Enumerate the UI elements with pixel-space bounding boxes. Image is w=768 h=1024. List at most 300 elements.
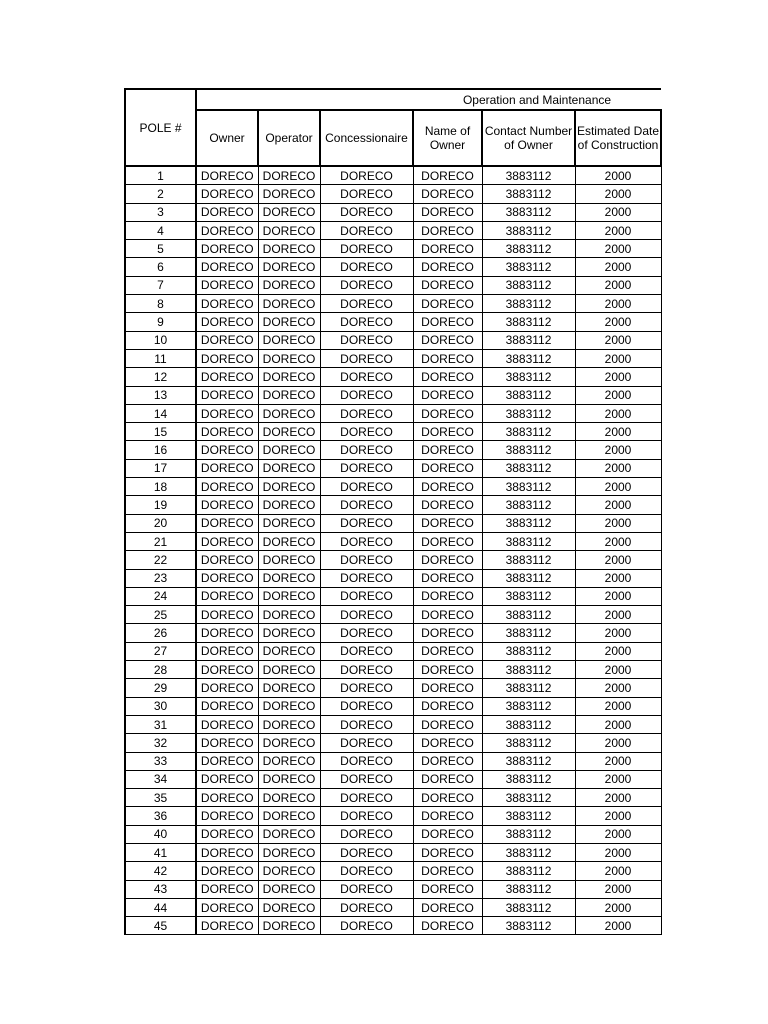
name-of-owner-cell: DORECO <box>413 679 482 697</box>
owner-cell: DORECO <box>196 459 258 477</box>
pole-data-sheet <box>124 88 662 935</box>
name-of-owner-cell: DORECO <box>413 898 482 916</box>
construction-date-cell: 2000 <box>575 642 661 660</box>
owner-cell: DORECO <box>196 642 258 660</box>
operator-cell: DORECO <box>258 697 320 715</box>
operator-cell: DORECO <box>258 569 320 587</box>
construction-date-cell: 2000 <box>575 331 661 349</box>
construction-date-cell: 2000 <box>575 917 661 935</box>
operator-cell: DORECO <box>258 532 320 550</box>
name-of-owner-cell: DORECO <box>413 770 482 788</box>
operator-cell: DORECO <box>258 423 320 441</box>
pole-number-cell: 4 <box>125 221 196 239</box>
pole-number-cell: 35 <box>125 789 196 807</box>
pole-number-cell: 36 <box>125 807 196 825</box>
operator-cell: DORECO <box>258 843 320 861</box>
name-of-owner-cell: DORECO <box>413 752 482 770</box>
owner-cell: DORECO <box>196 514 258 532</box>
operator-cell: DORECO <box>258 898 320 916</box>
operator-cell: DORECO <box>258 734 320 752</box>
operator-cell: DORECO <box>258 624 320 642</box>
owner-cell: DORECO <box>196 496 258 514</box>
table-row <box>125 313 661 331</box>
pole-number-cell: 28 <box>125 661 196 679</box>
name-of-owner-cell: DORECO <box>413 715 482 733</box>
pole-number-cell: 41 <box>125 843 196 861</box>
concessionaire-cell: DORECO <box>320 258 413 276</box>
contact-number-cell: 3883112 <box>482 514 575 532</box>
contact-number-cell: 3883112 <box>482 880 575 898</box>
table-row <box>125 514 661 532</box>
table-row <box>125 368 661 386</box>
header-group-spacer <box>196 89 413 110</box>
table-row <box>125 276 661 294</box>
pole-number-cell: 43 <box>125 880 196 898</box>
contact-number-cell: 3883112 <box>482 221 575 239</box>
name-of-owner-cell: DORECO <box>413 587 482 605</box>
contact-number-cell: 3883112 <box>482 825 575 843</box>
owner-cell: DORECO <box>196 843 258 861</box>
contact-number-cell: 3883112 <box>482 496 575 514</box>
contact-number-cell: 3883112 <box>482 789 575 807</box>
concessionaire-cell: DORECO <box>320 295 413 313</box>
construction-date-cell: 2000 <box>575 770 661 788</box>
pole-number-cell: 31 <box>125 715 196 733</box>
table-row <box>125 496 661 514</box>
name-of-owner-cell: DORECO <box>413 441 482 459</box>
name-of-owner-cell: DORECO <box>413 825 482 843</box>
table-row <box>125 606 661 624</box>
table-row <box>125 532 661 550</box>
construction-date-cell: 2000 <box>575 752 661 770</box>
construction-date-cell: 2000 <box>575 734 661 752</box>
operator-cell: DORECO <box>258 295 320 313</box>
owner-cell: DORECO <box>196 752 258 770</box>
concessionaire-cell: DORECO <box>320 221 413 239</box>
concessionaire-header: Concessionaire <box>320 110 413 166</box>
operator-cell: DORECO <box>258 807 320 825</box>
owner-cell: DORECO <box>196 295 258 313</box>
contact-number-cell: 3883112 <box>482 752 575 770</box>
owner-cell: DORECO <box>196 734 258 752</box>
concessionaire-cell: DORECO <box>320 496 413 514</box>
name-of-owner-cell: DORECO <box>413 221 482 239</box>
table-row <box>125 478 661 496</box>
construction-date-cell: 2000 <box>575 478 661 496</box>
pole-number-cell: 23 <box>125 569 196 587</box>
concessionaire-cell: DORECO <box>320 203 413 221</box>
construction-date-header: Estimated Date of Construction <box>575 110 661 166</box>
table-row <box>125 898 661 916</box>
contact-number-cell: 3883112 <box>482 843 575 861</box>
name-of-owner-cell: DORECO <box>413 496 482 514</box>
construction-date-cell: 2000 <box>575 404 661 422</box>
name-of-owner-cell: DORECO <box>413 661 482 679</box>
owner-cell: DORECO <box>196 221 258 239</box>
table-row <box>125 221 661 239</box>
pole-number-cell: 18 <box>125 478 196 496</box>
name-of-owner-header: Name of Owner <box>413 110 482 166</box>
concessionaire-cell: DORECO <box>320 532 413 550</box>
operator-cell: DORECO <box>258 642 320 660</box>
table-row <box>125 587 661 605</box>
contact-number-cell: 3883112 <box>482 862 575 880</box>
name-of-owner-cell: DORECO <box>413 203 482 221</box>
operator-cell: DORECO <box>258 770 320 788</box>
construction-date-cell: 2000 <box>575 441 661 459</box>
concessionaire-cell: DORECO <box>320 825 413 843</box>
operator-cell: DORECO <box>258 276 320 294</box>
name-of-owner-cell: DORECO <box>413 624 482 642</box>
pole-number-cell: 25 <box>125 606 196 624</box>
operator-cell: DORECO <box>258 789 320 807</box>
name-of-owner-cell: DORECO <box>413 404 482 422</box>
owner-cell: DORECO <box>196 770 258 788</box>
concessionaire-cell: DORECO <box>320 752 413 770</box>
concessionaire-cell: DORECO <box>320 478 413 496</box>
construction-date-cell: 2000 <box>575 276 661 294</box>
pole-number-cell: 29 <box>125 679 196 697</box>
operator-cell: DORECO <box>258 679 320 697</box>
contact-number-cell: 3883112 <box>482 349 575 367</box>
contact-number-cell: 3883112 <box>482 624 575 642</box>
operator-cell: DORECO <box>258 313 320 331</box>
owner-cell: DORECO <box>196 349 258 367</box>
concessionaire-cell: DORECO <box>320 313 413 331</box>
operator-cell: DORECO <box>258 496 320 514</box>
name-of-owner-cell: DORECO <box>413 276 482 294</box>
name-of-owner-cell: DORECO <box>413 368 482 386</box>
operator-cell: DORECO <box>258 661 320 679</box>
concessionaire-cell: DORECO <box>320 185 413 203</box>
table-row <box>125 917 661 935</box>
operator-cell: DORECO <box>258 166 320 185</box>
construction-date-cell: 2000 <box>575 221 661 239</box>
concessionaire-cell: DORECO <box>320 240 413 258</box>
contact-number-cell: 3883112 <box>482 551 575 569</box>
table-row <box>125 642 661 660</box>
construction-date-cell: 2000 <box>575 606 661 624</box>
name-of-owner-cell: DORECO <box>413 880 482 898</box>
operator-cell: DORECO <box>258 715 320 733</box>
concessionaire-cell: DORECO <box>320 789 413 807</box>
pole-number-cell: 17 <box>125 459 196 477</box>
contact-number-cell: 3883112 <box>482 606 575 624</box>
name-of-owner-cell: DORECO <box>413 295 482 313</box>
concessionaire-cell: DORECO <box>320 423 413 441</box>
pole-number-cell: 34 <box>125 770 196 788</box>
pole-number-cell: 15 <box>125 423 196 441</box>
concessionaire-cell: DORECO <box>320 679 413 697</box>
table-row <box>125 697 661 715</box>
construction-date-cell: 2000 <box>575 240 661 258</box>
contact-number-cell: 3883112 <box>482 697 575 715</box>
contact-number-cell: 3883112 <box>482 478 575 496</box>
pole-number-cell: 9 <box>125 313 196 331</box>
owner-cell: DORECO <box>196 203 258 221</box>
concessionaire-cell: DORECO <box>320 587 413 605</box>
pole-number-cell: 7 <box>125 276 196 294</box>
concessionaire-cell: DORECO <box>320 880 413 898</box>
construction-date-cell: 2000 <box>575 624 661 642</box>
name-of-owner-cell: DORECO <box>413 532 482 550</box>
pole-number-cell: 44 <box>125 898 196 916</box>
owner-header: Owner <box>196 110 258 166</box>
contact-number-cell: 3883112 <box>482 679 575 697</box>
operator-cell: DORECO <box>258 551 320 569</box>
owner-cell: DORECO <box>196 258 258 276</box>
owner-cell: DORECO <box>196 478 258 496</box>
table-row <box>125 240 661 258</box>
construction-date-cell: 2000 <box>575 423 661 441</box>
pole-number-cell: 8 <box>125 295 196 313</box>
concessionaire-cell: DORECO <box>320 349 413 367</box>
owner-cell: DORECO <box>196 624 258 642</box>
name-of-owner-cell: DORECO <box>413 349 482 367</box>
contact-number-cell: 3883112 <box>482 441 575 459</box>
table-row <box>125 770 661 788</box>
pole-number-cell: 12 <box>125 368 196 386</box>
table-row <box>125 441 661 459</box>
table-row <box>125 843 661 861</box>
concessionaire-cell: DORECO <box>320 386 413 404</box>
construction-date-cell: 2000 <box>575 862 661 880</box>
concessionaire-cell: DORECO <box>320 441 413 459</box>
contact-number-cell: 3883112 <box>482 258 575 276</box>
construction-date-cell: 2000 <box>575 551 661 569</box>
operator-cell: DORECO <box>258 349 320 367</box>
concessionaire-cell: DORECO <box>320 459 413 477</box>
contact-number-cell: 3883112 <box>482 313 575 331</box>
concessionaire-cell: DORECO <box>320 276 413 294</box>
operator-cell: DORECO <box>258 459 320 477</box>
table-row <box>125 185 661 203</box>
contact-number-cell: 3883112 <box>482 770 575 788</box>
pole-number-cell: 26 <box>125 624 196 642</box>
contact-number-cell: 3883112 <box>482 569 575 587</box>
owner-cell: DORECO <box>196 862 258 880</box>
construction-date-cell: 2000 <box>575 807 661 825</box>
table-row <box>125 404 661 422</box>
construction-date-cell: 2000 <box>575 587 661 605</box>
operator-cell: DORECO <box>258 240 320 258</box>
operator-cell: DORECO <box>258 441 320 459</box>
owner-cell: DORECO <box>196 441 258 459</box>
owner-cell: DORECO <box>196 569 258 587</box>
owner-cell: DORECO <box>196 368 258 386</box>
operator-cell: DORECO <box>258 917 320 935</box>
construction-date-cell: 2000 <box>575 459 661 477</box>
name-of-owner-cell: DORECO <box>413 843 482 861</box>
pole-number-cell: 40 <box>125 825 196 843</box>
construction-date-cell: 2000 <box>575 679 661 697</box>
construction-date-cell: 2000 <box>575 166 661 185</box>
construction-date-cell: 2000 <box>575 715 661 733</box>
operator-cell: DORECO <box>258 587 320 605</box>
operator-cell: DORECO <box>258 203 320 221</box>
name-of-owner-cell: DORECO <box>413 789 482 807</box>
operator-cell: DORECO <box>258 514 320 532</box>
table-row <box>125 825 661 843</box>
construction-date-cell: 2000 <box>575 258 661 276</box>
pole-number-cell: 24 <box>125 587 196 605</box>
concessionaire-cell: DORECO <box>320 770 413 788</box>
table-row <box>125 807 661 825</box>
concessionaire-cell: DORECO <box>320 569 413 587</box>
owner-cell: DORECO <box>196 386 258 404</box>
contact-number-cell: 3883112 <box>482 661 575 679</box>
contact-number-cell: 3883112 <box>482 734 575 752</box>
construction-date-cell: 2000 <box>575 880 661 898</box>
construction-date-cell: 2000 <box>575 295 661 313</box>
owner-cell: DORECO <box>196 825 258 843</box>
name-of-owner-cell: DORECO <box>413 862 482 880</box>
concessionaire-cell: DORECO <box>320 862 413 880</box>
concessionaire-cell: DORECO <box>320 917 413 935</box>
concessionaire-cell: DORECO <box>320 843 413 861</box>
pole-number-header: POLE # <box>125 89 196 166</box>
table-row <box>125 569 661 587</box>
operator-cell: DORECO <box>258 752 320 770</box>
construction-date-cell: 2000 <box>575 514 661 532</box>
table-row <box>125 386 661 404</box>
construction-date-cell: 2000 <box>575 496 661 514</box>
table-row <box>125 295 661 313</box>
operator-cell: DORECO <box>258 825 320 843</box>
construction-date-cell: 2000 <box>575 898 661 916</box>
concessionaire-cell: DORECO <box>320 715 413 733</box>
contact-number-cell: 3883112 <box>482 587 575 605</box>
pole-number-cell: 20 <box>125 514 196 532</box>
pole-number-cell: 16 <box>125 441 196 459</box>
pole-number-cell: 42 <box>125 862 196 880</box>
name-of-owner-cell: DORECO <box>413 642 482 660</box>
owner-cell: DORECO <box>196 404 258 422</box>
concessionaire-cell: DORECO <box>320 551 413 569</box>
pole-number-cell: 19 <box>125 496 196 514</box>
contact-number-cell: 3883112 <box>482 240 575 258</box>
name-of-owner-cell: DORECO <box>413 166 482 185</box>
header-group-row <box>125 89 661 110</box>
table-row <box>125 551 661 569</box>
construction-date-cell: 2000 <box>575 789 661 807</box>
construction-date-cell: 2000 <box>575 313 661 331</box>
operator-header: Operator <box>258 110 320 166</box>
concessionaire-cell: DORECO <box>320 898 413 916</box>
owner-cell: DORECO <box>196 917 258 935</box>
owner-cell: DORECO <box>196 606 258 624</box>
operator-cell: DORECO <box>258 386 320 404</box>
owner-cell: DORECO <box>196 166 258 185</box>
table-row <box>125 258 661 276</box>
construction-date-cell: 2000 <box>575 825 661 843</box>
contact-number-cell: 3883112 <box>482 807 575 825</box>
owner-cell: DORECO <box>196 898 258 916</box>
construction-date-cell: 2000 <box>575 185 661 203</box>
operator-cell: DORECO <box>258 221 320 239</box>
operator-cell: DORECO <box>258 185 320 203</box>
construction-date-cell: 2000 <box>575 368 661 386</box>
name-of-owner-cell: DORECO <box>413 386 482 404</box>
construction-date-cell: 2000 <box>575 386 661 404</box>
header-columns-row <box>125 110 661 166</box>
construction-date-cell: 2000 <box>575 349 661 367</box>
operator-cell: DORECO <box>258 478 320 496</box>
contact-number-cell: 3883112 <box>482 642 575 660</box>
owner-cell: DORECO <box>196 697 258 715</box>
contact-number-cell: 3883112 <box>482 185 575 203</box>
operator-cell: DORECO <box>258 862 320 880</box>
operator-cell: DORECO <box>258 404 320 422</box>
concessionaire-cell: DORECO <box>320 624 413 642</box>
table-row <box>125 679 661 697</box>
pole-number-cell: 45 <box>125 917 196 935</box>
table-row <box>125 734 661 752</box>
owner-cell: DORECO <box>196 789 258 807</box>
table-row <box>125 880 661 898</box>
name-of-owner-cell: DORECO <box>413 807 482 825</box>
owner-cell: DORECO <box>196 880 258 898</box>
contact-number-cell: 3883112 <box>482 459 575 477</box>
owner-cell: DORECO <box>196 807 258 825</box>
name-of-owner-cell: DORECO <box>413 313 482 331</box>
concessionaire-cell: DORECO <box>320 331 413 349</box>
pole-number-cell: 32 <box>125 734 196 752</box>
pole-number-cell: 14 <box>125 404 196 422</box>
concessionaire-cell: DORECO <box>320 697 413 715</box>
contact-number-cell: 3883112 <box>482 166 575 185</box>
concessionaire-cell: DORECO <box>320 661 413 679</box>
construction-date-cell: 2000 <box>575 532 661 550</box>
name-of-owner-cell: DORECO <box>413 423 482 441</box>
contact-number-cell: 3883112 <box>482 203 575 221</box>
name-of-owner-cell: DORECO <box>413 459 482 477</box>
operator-cell: DORECO <box>258 331 320 349</box>
owner-cell: DORECO <box>196 715 258 733</box>
pole-number-cell: 11 <box>125 349 196 367</box>
contact-number-cell: 3883112 <box>482 368 575 386</box>
contact-number-cell: 3883112 <box>482 898 575 916</box>
operation-maintenance-header: Operation and Maintenance <box>413 89 661 110</box>
concessionaire-cell: DORECO <box>320 606 413 624</box>
table-row <box>125 752 661 770</box>
owner-cell: DORECO <box>196 185 258 203</box>
owner-cell: DORECO <box>196 240 258 258</box>
concessionaire-cell: DORECO <box>320 642 413 660</box>
table-row <box>125 624 661 642</box>
pole-table <box>124 88 662 935</box>
pole-number-cell: 27 <box>125 642 196 660</box>
concessionaire-cell: DORECO <box>320 734 413 752</box>
construction-date-cell: 2000 <box>575 203 661 221</box>
operator-cell: DORECO <box>258 258 320 276</box>
name-of-owner-cell: DORECO <box>413 734 482 752</box>
owner-cell: DORECO <box>196 551 258 569</box>
contact-number-cell: 3883112 <box>482 715 575 733</box>
name-of-owner-cell: DORECO <box>413 185 482 203</box>
concessionaire-cell: DORECO <box>320 166 413 185</box>
pole-number-cell: 33 <box>125 752 196 770</box>
name-of-owner-cell: DORECO <box>413 551 482 569</box>
name-of-owner-cell: DORECO <box>413 240 482 258</box>
name-of-owner-cell: DORECO <box>413 258 482 276</box>
table-row <box>125 203 661 221</box>
table-row <box>125 661 661 679</box>
pole-number-cell: 5 <box>125 240 196 258</box>
pole-number-cell: 2 <box>125 185 196 203</box>
owner-cell: DORECO <box>196 587 258 605</box>
table-row <box>125 349 661 367</box>
